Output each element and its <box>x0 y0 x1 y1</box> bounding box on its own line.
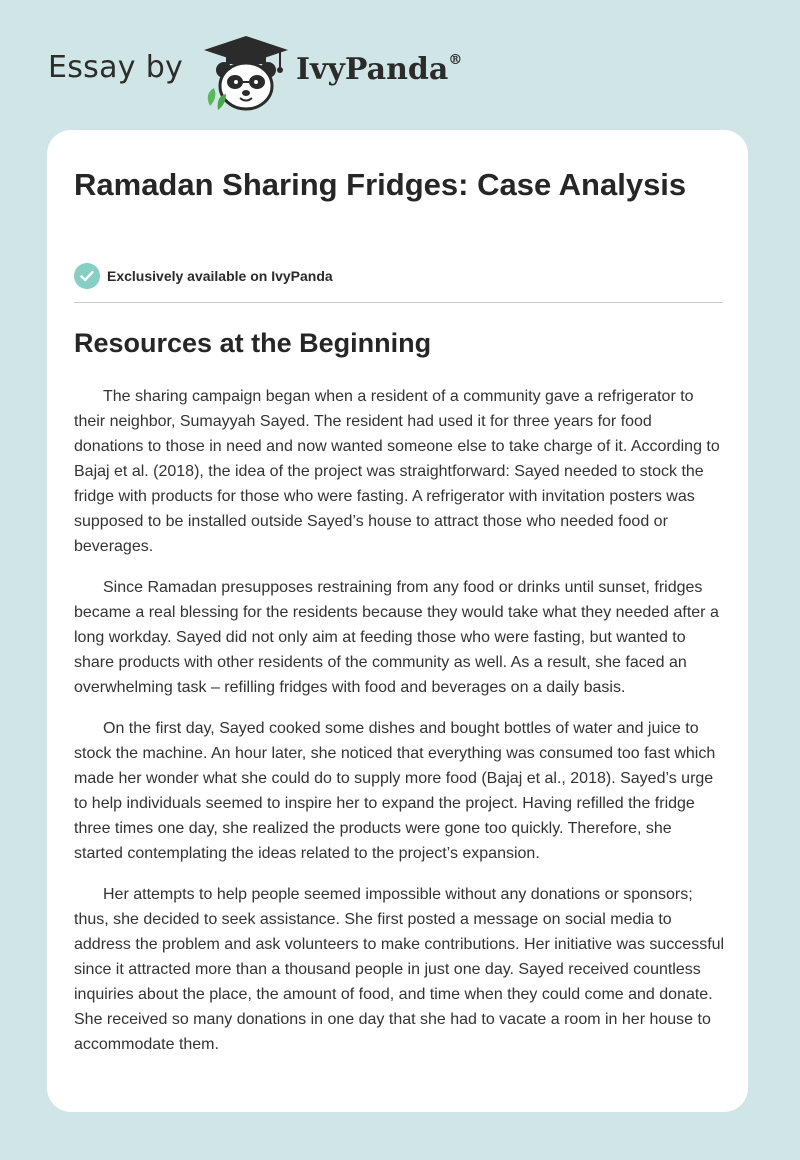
panda-graduate-icon[interactable] <box>200 34 292 112</box>
paragraph: Her attempts to help people seemed impossible without any donations or sponsors; thus, she decided to seek assistance. She first posted a message on social media to address the problem and ask volunteers to make contributions. Her initiative was successful since it attracted more than a thousand people in just one day. Sayed received countless inquiries about the place, the amount of food, and time when they could come and donate. She received so many donations in one day that she had to vacate a room in her house to accommodate them. <box>74 886 725 1053</box>
paragraph: The sharing campaign began when a resident of a community gave a refrigerator to their neighbor, Sumayyah Sayed. The resident had used it for three years for food donations to those in need and now wanted someone else to take charge of it. According to Bajaj et al. (2018), the idea of the project was straightforward: Sayed needed to stock the fridge with products for those who were fasting. A refrigerator with invitation posters was supposed to be installed outside Sayed’s house to attract those who needed food or beverages. <box>74 388 720 555</box>
badge-label: Exclusively available on IvyPanda <box>107 268 333 284</box>
registered-mark: ® <box>448 52 463 68</box>
article-body <box>74 384 725 1073</box>
divider <box>74 302 723 303</box>
section-heading: Resources at the Beginning <box>74 328 432 358</box>
check-icon <box>74 263 100 289</box>
exclusive-badge <box>74 263 333 289</box>
paragraph: On the first day, Sayed cooked some dishes and bought bottles of water and juice to stock the machine. An hour later, she noticed that everything was consumed too fast which made her wonder what she could do to supply more food (Bajaj et al., 2018). Sayed’s urge to help individuals seemed to inspire her to expand the project. Having refilled the fridge three times one day, she realized the products were gone too quickly. Therefore, she started contemplating the ideas related to the project’s expansion. <box>74 720 716 862</box>
article-card <box>47 130 748 1112</box>
brand-name[interactable] <box>296 52 462 87</box>
site-header <box>0 0 800 130</box>
article-title: Ramadan Sharing Fridges: Case Analysis <box>74 167 687 202</box>
essay-by-label: Essay by <box>48 50 184 85</box>
brand-label: IvyPanda <box>296 52 449 87</box>
paragraph: Since Ramadan presupposes restraining from any food or drinks until sunset, fridges became a real blessing for the residents because they would take what they needed after a long workday. Sayed did not only aim at feeding those who were fasting, but wanted to share products with other residents of the community as well. As a result, she faced an overwhelming task – refilling fridges with food and beverages on a daily basis. <box>74 579 719 696</box>
